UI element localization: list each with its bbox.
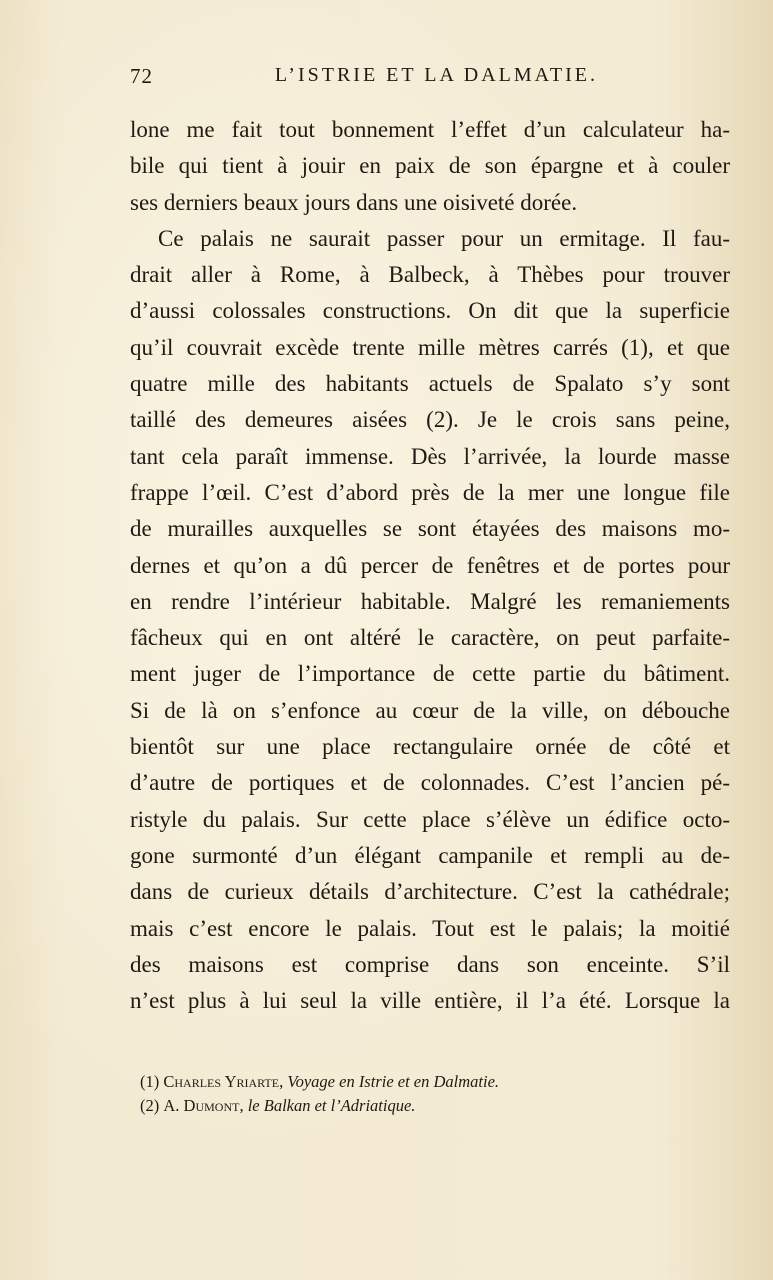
text-line: qu’il couvrait excède trente mille mètres carrés (1), et que (130, 334, 730, 360)
text-line: fâcheux qui en ont altéré le caractère, on peut parfaite- (130, 625, 730, 651)
footnote-2 (140, 1094, 580, 1118)
footnotes (140, 1070, 580, 1118)
text-line: ristyle du palais. Sur cette place s’élève un édifice octo- (130, 806, 730, 832)
text-line: d’autre de portiques et de colonnades. C’est l’ancien pé- (130, 770, 730, 796)
text-line: lone me fait tout bonnement l’effet d’un calculateur ha- (130, 117, 730, 142)
text-line: Si de là on s’enfonce au cœur de la ville, on débouche (130, 697, 730, 723)
text-line: drait aller à Rome, à Balbeck, à Thèbes pour trouver (130, 262, 730, 288)
text-line: dans de curieux détails d’architecture. C’est la cathédrale; (130, 879, 730, 905)
text-line: de murailles auxquelles se sont étayées des maisons mo- (130, 516, 730, 542)
text-line: tant cela paraît immense. Dès l’arrivée, la lourde masse (130, 443, 730, 469)
page-number: 72 (130, 64, 153, 88)
footnote-mark: (2) (140, 1096, 160, 1115)
footnote-title: Voyage en Istrie et en Dalmatie. (287, 1072, 500, 1091)
text-line: mais c’est encore le palais. Tout est le palais; la moitié (130, 915, 730, 941)
body-text (130, 112, 730, 1019)
text-line: Ce palais ne saurait passer pour un ermitage. Il fau- (158, 225, 730, 251)
text-line: frappe l’œil. C’est d’abord près de la mer une longue file (130, 479, 730, 505)
footnote-title: le Balkan et l’Adriatique. (247, 1096, 416, 1115)
text-line: ses derniers beaux jours dans une oisiveté dorée. (130, 189, 578, 215)
text-line: bile qui tient à jouir en paix de son épargne et à couler (130, 153, 730, 179)
text-line: ment juger de l’importance de cette partie du bâtiment. (130, 661, 730, 687)
footnote-1 (140, 1070, 580, 1094)
running-title: L’ISTRIE ET LA DALMATIE. (274, 64, 598, 86)
text-line: taillé des demeures aisées (2). Je le crois sans peine, (130, 407, 730, 433)
text-line: quatre mille des habitants actuels de Spalato s’y sont (130, 371, 730, 397)
text-line: gone surmonté d’un élégant campanile et rempli au de- (130, 842, 730, 868)
text-line: bientôt sur une place rectangulaire ornée de côté et (130, 734, 730, 760)
text-line: des maisons est comprise dans son enceinte. S’il (130, 951, 730, 977)
footnote-author: A. Dumont, (163, 1096, 244, 1115)
text-line: d’aussi colossales constructions. On dit que la superficie (130, 298, 730, 324)
running-header (130, 64, 598, 94)
footnote-mark: (1) (140, 1072, 160, 1091)
text-line: en rendre l’intérieur habitable. Malgré les remaniements (130, 588, 730, 614)
text-line: dernes et qu’on a dû percer de fenêtres et de portes pour (130, 552, 730, 578)
text-line: n’est plus à lui seul la ville entière, il l’a été. Lorsque la (130, 988, 730, 1014)
footnote-author: Charles Yriarte, (163, 1072, 284, 1091)
